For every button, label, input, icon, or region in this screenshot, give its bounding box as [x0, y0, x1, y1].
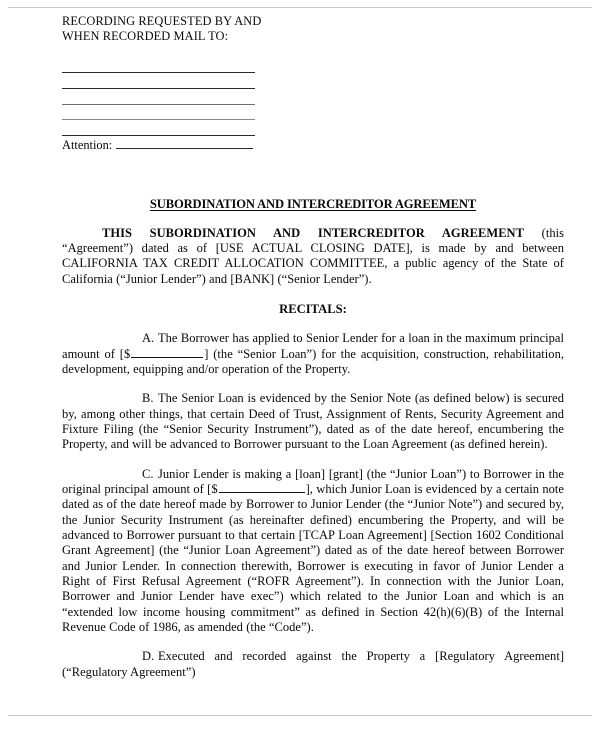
mailing-address-blank-lines [62, 58, 564, 136]
recital-a-text-part1: The Borrower has applied to Senior Lender for a loan in the maximum principal amount of [$ [62, 331, 564, 361]
page-top-rule [8, 7, 592, 8]
recital-c-letter: C. [142, 466, 154, 481]
page-title-text: SUBORDINATION AND INTERCREDITOR AGREEMENT [149, 196, 477, 211]
page-bottom-rule [8, 715, 592, 716]
recital-b-text: The Senior Loan is evidenced by the Senior Note (as defined below) is secured by, among other things, that certain Deed of Trust, Assignment of Rents, Security Agreement and Fixture Filing (the “Senior Security Instrument”), dated as of the date hereof, encumbering the Property, and will be advanced to Borrower pursuant to the Loan Agreement (as defined herein). [62, 391, 564, 452]
attention-blank-line[interactable] [116, 137, 253, 149]
page-title [62, 197, 564, 212]
recital-a-text-part2: ] (the “Senior Loan”) for the acquisition, construction, rehabilitation, development, equipping and/or operation of the Property. [62, 346, 564, 376]
recital-d-text: Executed and recorded against the Property a [Regulatory Agreement] (“Regulatory Agreement”) [62, 649, 564, 679]
intro-rest-text: (this “Agreement”) dated as of [USE ACTUAL CLOSING DATE], is made by and between CALIFORNIA TAX CREDIT ALLOCATION COMMITTEE, a public agency of the State of California (“Junior Lender”) and [BANK] (“Senior Lender”). [62, 225, 564, 286]
recital-a-letter: A. [142, 331, 155, 346]
recital-d [62, 649, 564, 680]
recording-header-line-2: WHEN RECORDED MAIL TO: [62, 29, 229, 44]
recital-c [62, 467, 564, 636]
recital-b [62, 391, 564, 452]
document-content [62, 14, 564, 680]
recital-c-text-part1: Junior Lender is making a [loan] [grant] (the “Junior Loan”) to Borrower in the original principal amount of [$ [62, 466, 564, 496]
recording-header-line-1: RECORDING REQUESTED BY AND [62, 14, 262, 28]
attention-label: Attention: [62, 137, 113, 152]
intro-lead-text: THIS SUBORDINATION AND INTERCREDITOR AGREEMENT [102, 225, 524, 240]
recital-a [62, 331, 564, 377]
address-blank-line[interactable] [62, 58, 255, 74]
address-blank-line[interactable] [62, 73, 255, 89]
recital-b-letter: B. [142, 391, 154, 406]
recital-a-amount-blank[interactable] [131, 347, 203, 358]
recital-c-amount-blank[interactable] [219, 482, 305, 493]
recitals-heading: RECITALS: [279, 302, 347, 317]
address-blank-line[interactable] [62, 105, 255, 121]
attention-row [62, 137, 564, 153]
recital-c-text-part2: ], which Junior Loan is evidenced by a certain note dated as of the date hereof made by Borrower to Junior Lender (the “Junior Note”) and secured by, the Junior Security Instrument (as hereinafter defined) encumbering the Property, and will be advanced to Borrower pursuant to that certain [TCAP Loan Agreement] [Section 1602 Conditional Grant Agreement] (the “Junior Loan Agreement”) dated as of the date hereof between Borrower and Junior Lender. In connection therewith, Borrower is executing in favor of Junior Lender a Right of First Refusal Agreement (“ROFR Agreement”). In connection with the Junior Loan, Borrower and Junior Lender have exec”) which related to the Junior Loan and which is an “extended low income housing commitment” as defined in Section 42(h)(6)(B) of the Internal Revenue Code of 1986, as amended (the “Code”). [62, 481, 564, 634]
recording-requested-block [62, 14, 564, 45]
address-blank-line[interactable] [62, 89, 255, 105]
recital-d-letter: D. [142, 649, 155, 664]
intro-paragraph [62, 226, 564, 287]
address-blank-line[interactable] [62, 120, 255, 136]
